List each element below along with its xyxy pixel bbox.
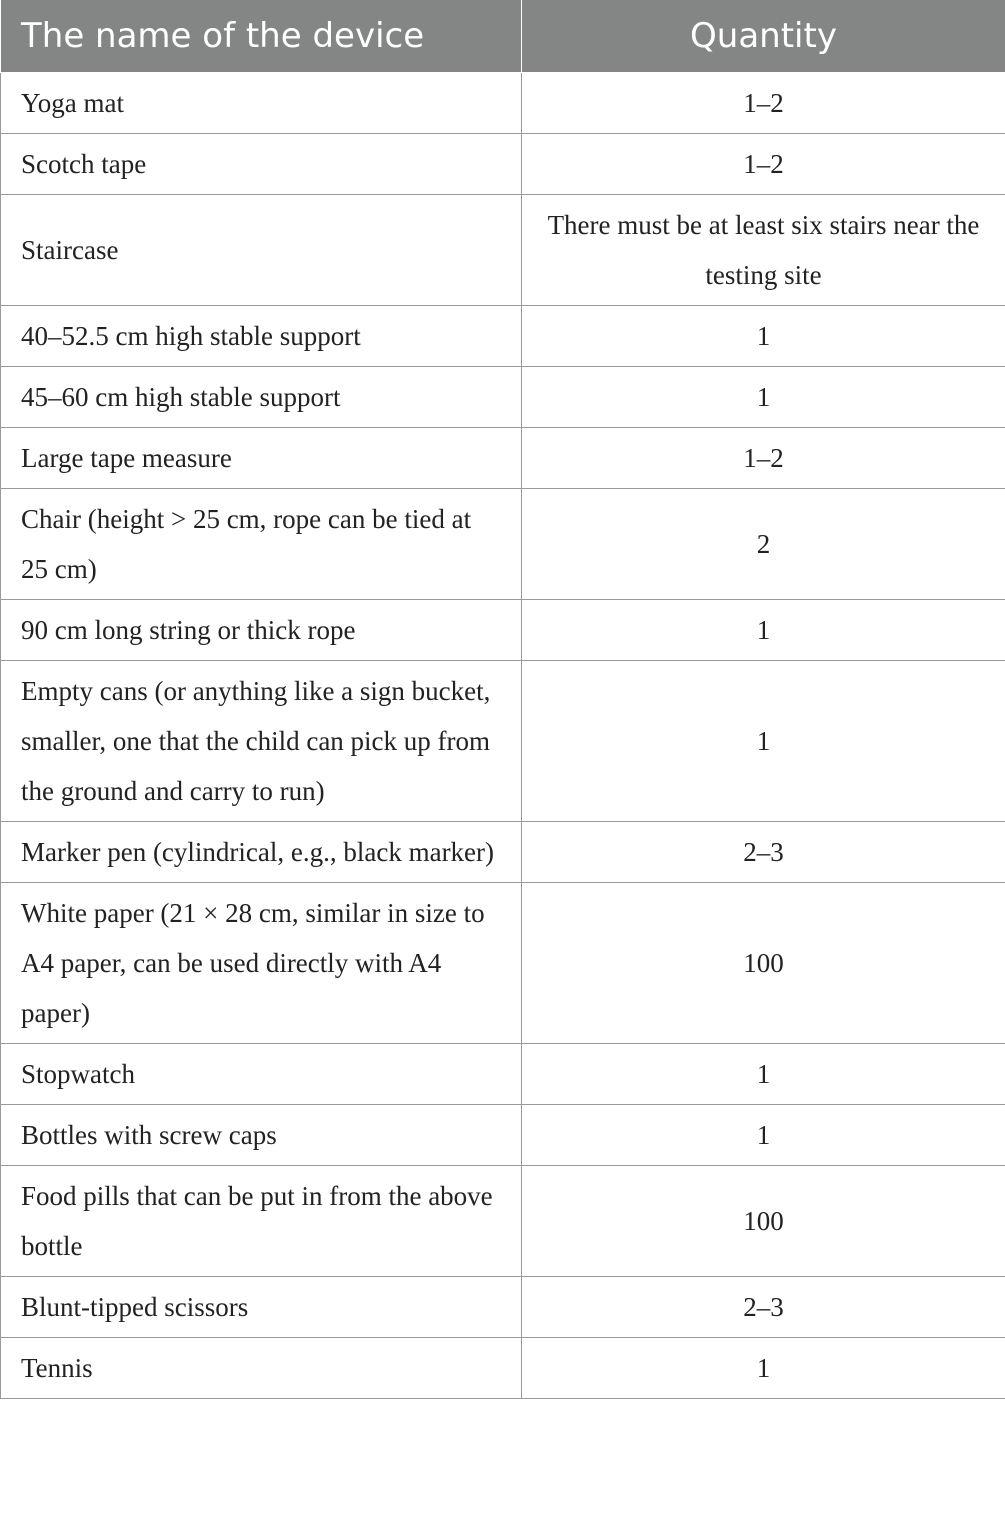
quantity-cell: 1 bbox=[522, 1338, 1005, 1399]
table-row bbox=[1, 883, 1005, 1044]
table-row bbox=[1, 428, 1005, 489]
quantity-cell: 1 bbox=[522, 306, 1005, 367]
table-row bbox=[1, 1166, 1005, 1277]
device-name-cell: Tennis bbox=[1, 1338, 522, 1399]
column-header-name: The name of the device bbox=[1, 0, 522, 73]
device-name-cell: Large tape measure bbox=[1, 428, 522, 489]
table-row bbox=[1, 661, 1005, 822]
quantity-cell: 2–3 bbox=[522, 822, 1005, 883]
quantity-cell: 1 bbox=[522, 1044, 1005, 1105]
device-name-cell: Empty cans (or anything like a sign bucket, smaller, one that the child can pick up from the ground and carry to run) bbox=[1, 661, 522, 822]
device-name-cell: Blunt-tipped scissors bbox=[1, 1277, 522, 1338]
device-name-cell: White paper (21 × 28 cm, similar in size to A4 paper, can be used directly with A4 paper) bbox=[1, 883, 522, 1044]
table-row bbox=[1, 367, 1005, 428]
table-row bbox=[1, 134, 1005, 195]
device-name-cell: Yoga mat bbox=[1, 73, 522, 134]
table-row bbox=[1, 73, 1005, 134]
quantity-cell: 2–3 bbox=[522, 1277, 1005, 1338]
header-row bbox=[1, 0, 1005, 73]
table-row bbox=[1, 1044, 1005, 1105]
table-row bbox=[1, 1277, 1005, 1338]
device-name-cell: Chair (height > 25 cm, rope can be tied at 25 cm) bbox=[1, 489, 522, 600]
table-row bbox=[1, 195, 1005, 306]
device-name-cell: 40–52.5 cm high stable support bbox=[1, 306, 522, 367]
quantity-cell: There must be at least six stairs near the testing site bbox=[522, 195, 1005, 306]
quantity-cell: 1 bbox=[522, 1105, 1005, 1166]
table-row bbox=[1, 1105, 1005, 1166]
device-name-cell: Stopwatch bbox=[1, 1044, 522, 1105]
table-row bbox=[1, 489, 1005, 600]
quantity-cell: 100 bbox=[522, 883, 1005, 1044]
device-name-cell: Food pills that can be put in from the above bottle bbox=[1, 1166, 522, 1277]
quantity-cell: 2 bbox=[522, 489, 1005, 600]
quantity-cell: 1–2 bbox=[522, 73, 1005, 134]
quantity-cell: 1 bbox=[522, 600, 1005, 661]
table-row bbox=[1, 306, 1005, 367]
device-name-cell: Bottles with screw caps bbox=[1, 1105, 522, 1166]
table-row bbox=[1, 1338, 1005, 1399]
table-row bbox=[1, 600, 1005, 661]
quantity-cell: 1 bbox=[522, 661, 1005, 822]
quantity-cell: 1–2 bbox=[522, 428, 1005, 489]
device-name-cell: 90 cm long string or thick rope bbox=[1, 600, 522, 661]
table-row bbox=[1, 822, 1005, 883]
device-name-cell: Scotch tape bbox=[1, 134, 522, 195]
device-name-cell: Staircase bbox=[1, 195, 522, 306]
device-name-cell: 45–60 cm high stable support bbox=[1, 367, 522, 428]
device-name-cell: Marker pen (cylindrical, e.g., black marker) bbox=[1, 822, 522, 883]
quantity-cell: 1–2 bbox=[522, 134, 1005, 195]
quantity-cell: 100 bbox=[522, 1166, 1005, 1277]
quantity-cell: 1 bbox=[522, 367, 1005, 428]
column-header-quantity: Quantity bbox=[522, 0, 1005, 73]
